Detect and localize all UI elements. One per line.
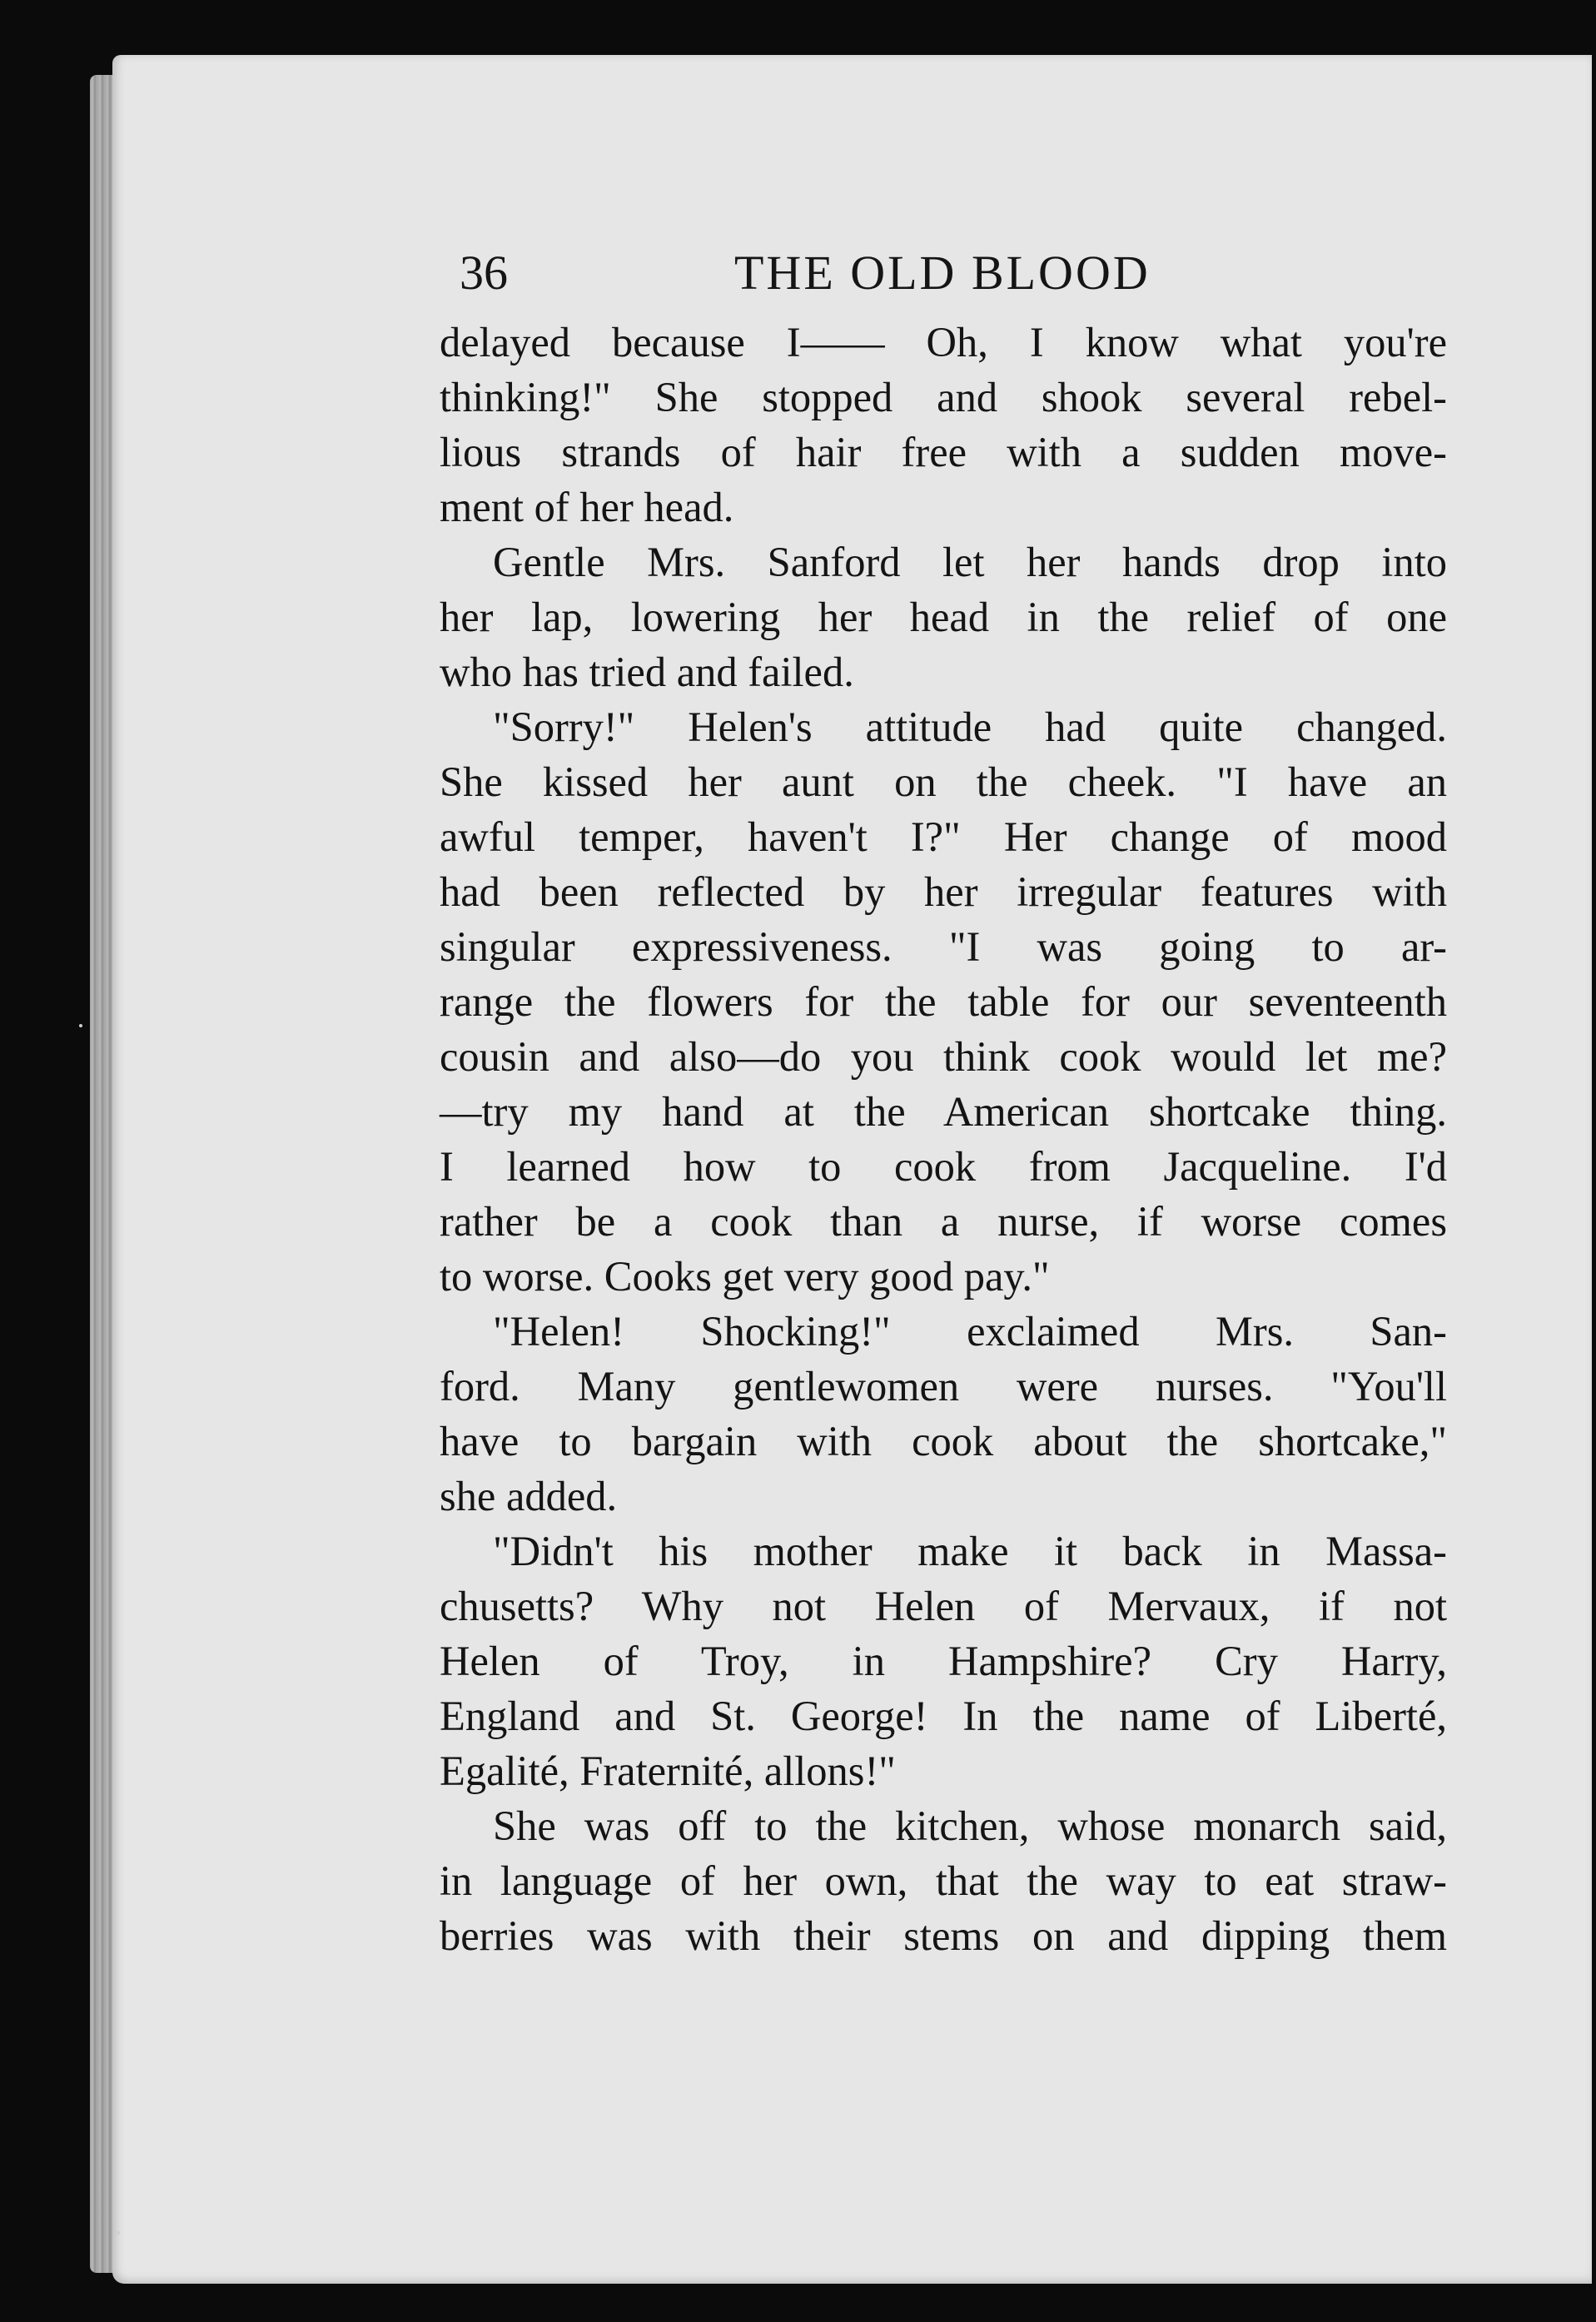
page-number: 36 (460, 246, 508, 300)
text-line: in language of her own, that the way to eat straw- (440, 1857, 1447, 1904)
text-line: —try my hand at the American shortcake thing. (440, 1088, 1447, 1135)
text-line: berries was with their stems on and dipping them (440, 1912, 1447, 1959)
text-line: to worse. Cooks get very good pay." (440, 1253, 1050, 1300)
text-line: her lap, lowering her head in the relief of one (440, 594, 1447, 640)
text-line: rather be a cook than a nurse, if worse comes (440, 1198, 1447, 1245)
text-line: "Didn't his mother make it back in Massa- (493, 1528, 1447, 1574)
text-line: cousin and also—do you think cook would let me? (440, 1033, 1447, 1080)
text-line: who has tried and failed. (440, 649, 854, 695)
text-line: Helen of Troy, in Hampshire? Cry Harry, (440, 1638, 1447, 1684)
text-line: range the flowers for the table for our seventeenth (440, 978, 1447, 1025)
text-line: lious strands of hair free with a sudden move- (440, 429, 1447, 475)
text-line: She was off to the kitchen, whose monarch said, (493, 1802, 1447, 1849)
text-line: I learned how to cook from Jacqueline. I'd (440, 1143, 1447, 1190)
scan-speck (79, 1024, 82, 1027)
running-title: THE OLD BLOOD (734, 246, 1151, 300)
text-line: Egalité, Fraternité, allons!" (440, 1748, 896, 1794)
text-line: she added. (440, 1473, 618, 1519)
scan-speck (117, 2231, 120, 2235)
text-line: "Sorry!" Helen's attitude had quite changed. (493, 704, 1447, 750)
text-line: singular expressiveness. "I was going to ar- (440, 923, 1447, 970)
text-line: England and St. George! In the name of Liberté, (440, 1693, 1447, 1739)
text-line: "Helen! Shocking!" exclaimed Mrs. San- (493, 1308, 1447, 1355)
text-line: She kissed her aunt on the cheek. "I have an (440, 758, 1447, 805)
text-line: chusetts? Why not Helen of Mervaux, if not (440, 1583, 1447, 1629)
text-line: ment of her head. (440, 484, 734, 530)
text-line: awful temper, haven't I?" Her change of mood (440, 813, 1447, 860)
text-line: delayed because I—— Oh, I know what you're (440, 319, 1447, 365)
text-line: thinking!" She stopped and shook several rebel- (440, 374, 1447, 420)
text-line: ford. Many gentlewomen were nurses. "You'll (440, 1363, 1447, 1410)
text-line: Gentle Mrs. Sanford let her hands drop into (493, 539, 1447, 585)
running-head (460, 240, 1434, 306)
text-line: have to bargain with cook about the shortcake," (440, 1418, 1447, 1464)
body-text (440, 315, 1447, 1963)
text-line: had been reflected by her irregular features with (440, 868, 1447, 915)
